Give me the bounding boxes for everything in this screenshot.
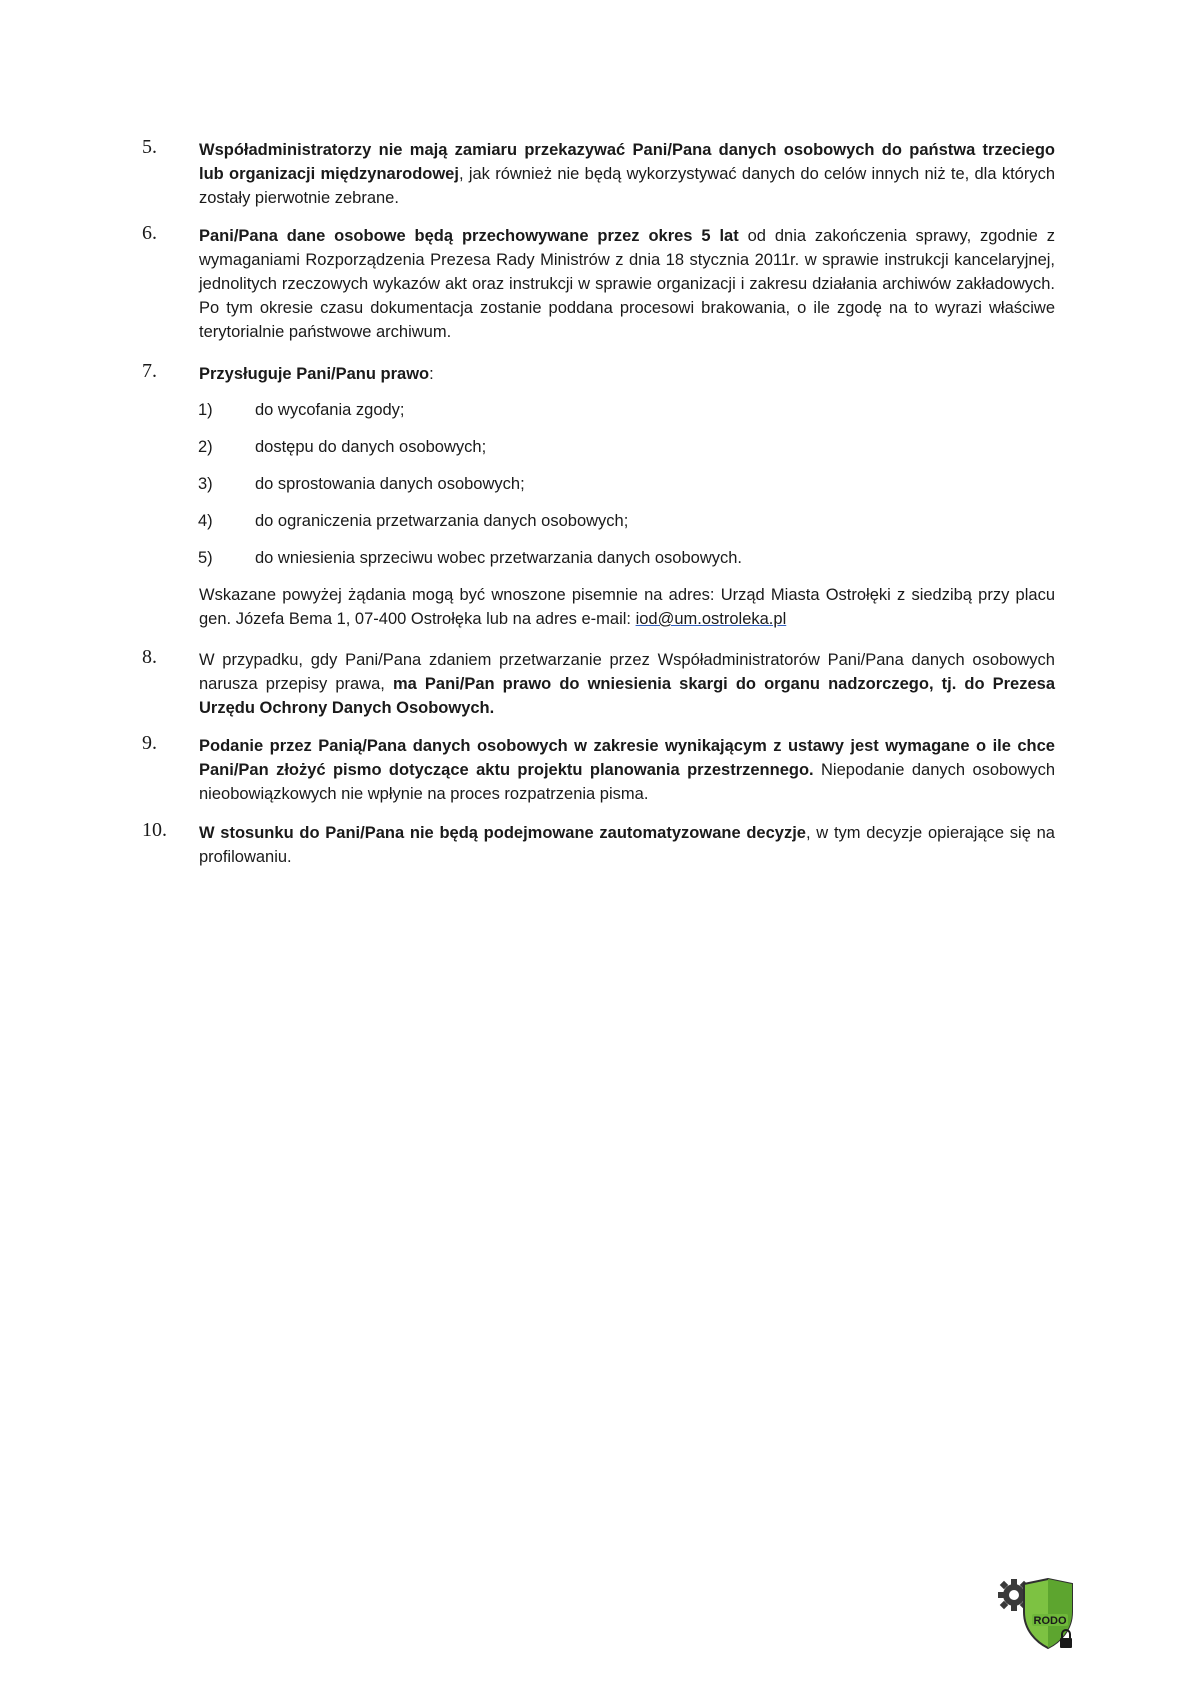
email-link[interactable]: iod@um.ostroleka.pl — [635, 610, 787, 628]
right-text: do wycofania zgody; — [255, 401, 405, 419]
clause-text — [199, 734, 1055, 806]
right-number: 1) — [198, 401, 213, 419]
clause-text — [199, 362, 1055, 386]
clause-number: 7. — [142, 360, 157, 382]
text-run: , w tym decyzje opierające się na profilowaniu. — [199, 824, 1055, 866]
text-run: od dnia zakończenia sprawy, zgodnie z wymaganiami Rozporządzenia Prezesa Rady Ministrów z dnia 18 stycznia 2011r. w sprawie instrukcji kancelaryjnej, jednolitych rzeczowych wykazów akt oraz instrukcji w sprawie organizacji i zakresu działania archiwów zakładowych. Po tym okresie czasu dokumentacja zostanie poddana procesowi brakowania, o ile zgodę na to wyrazi właściwe terytorialnie państwowe archiwum. — [199, 227, 1055, 341]
clause-number: 5. — [142, 136, 157, 158]
text-run: W przypadku, gdy Pani/Pana zdaniem przetwarzanie przez Współadministratorów Pani/Pana danych osobowych narusza przepisy prawa, — [199, 651, 1055, 693]
text-run: Wskazane powyżej żądania mogą być wnoszone pisemnie na adres: Urząd Miasta Ostrołęki z siedzibą przy placu gen. Józefa Bema 1, 07-400 Ostrołęka lub na adres e-mail: — [199, 586, 1055, 628]
right-text: do sprostowania danych osobowych; — [255, 475, 525, 493]
bold-run: Współadministratorzy nie mają zamiaru przekazywać Pani/Pana danych osobowych do państwa trzeciego lub organizacji międzynarodowej — [199, 141, 1055, 183]
rodo-shield-icon — [996, 1578, 1086, 1654]
bold-run: Przysługuje Pani/Panu prawo — [199, 365, 430, 383]
right-number: 5) — [198, 549, 213, 567]
right-text: do ograniczenia przetwarzania danych osobowych; — [255, 512, 629, 530]
clause-number: 6. — [142, 222, 157, 244]
text-run: Niepodanie danych osobowych nieobowiązkowych nie wpłynie na proces rozpatrzenia pisma. — [199, 761, 1055, 803]
clause-number: 8. — [142, 646, 157, 668]
text-run: : — [429, 365, 434, 383]
clause-text — [199, 138, 1055, 210]
svg-text:RODO: RODO — [1033, 1615, 1067, 1627]
bold-run: ma Pani/Pan prawo do wniesienia skargi do organu nadzorczego, tj. do Prezesa Urzędu Ochrony Danych Osobowych. — [199, 675, 1056, 717]
clause-text — [199, 821, 1055, 869]
bold-run: W stosunku do Pani/Pana nie będą podejmowane zautomatyzowane decyzje — [199, 824, 806, 842]
right-number: 2) — [198, 438, 213, 456]
address-text — [199, 583, 1055, 631]
right-text: do wniesienia sprzeciwu wobec przetwarzania danych osobowych. — [255, 549, 743, 567]
rodo-logo — [996, 1578, 1086, 1654]
bold-run: Podanie przez Panią/Pana danych osobowych w zakresie wynikającym z ustawy jest wymagane o ile chce Pani/Pan złożyć pismo dotyczące aktu projektu planowania przestrzennego. — [199, 737, 1055, 779]
right-number: 3) — [198, 475, 213, 493]
clause-number: 9. — [142, 732, 157, 754]
clause-text — [199, 224, 1055, 344]
text-run: , jak również nie będą wykorzystywać danych do celów innych niż te, dla których zostały pierwotnie zebrane. — [199, 165, 1055, 207]
right-number: 4) — [198, 512, 213, 530]
clause-number: 10. — [142, 819, 167, 841]
right-text: dostępu do danych osobowych; — [255, 438, 487, 456]
clause-text — [199, 648, 1055, 720]
bold-run: Pani/Pana dane osobowe będą przechowywane przez okres 5 lat — [199, 227, 739, 245]
